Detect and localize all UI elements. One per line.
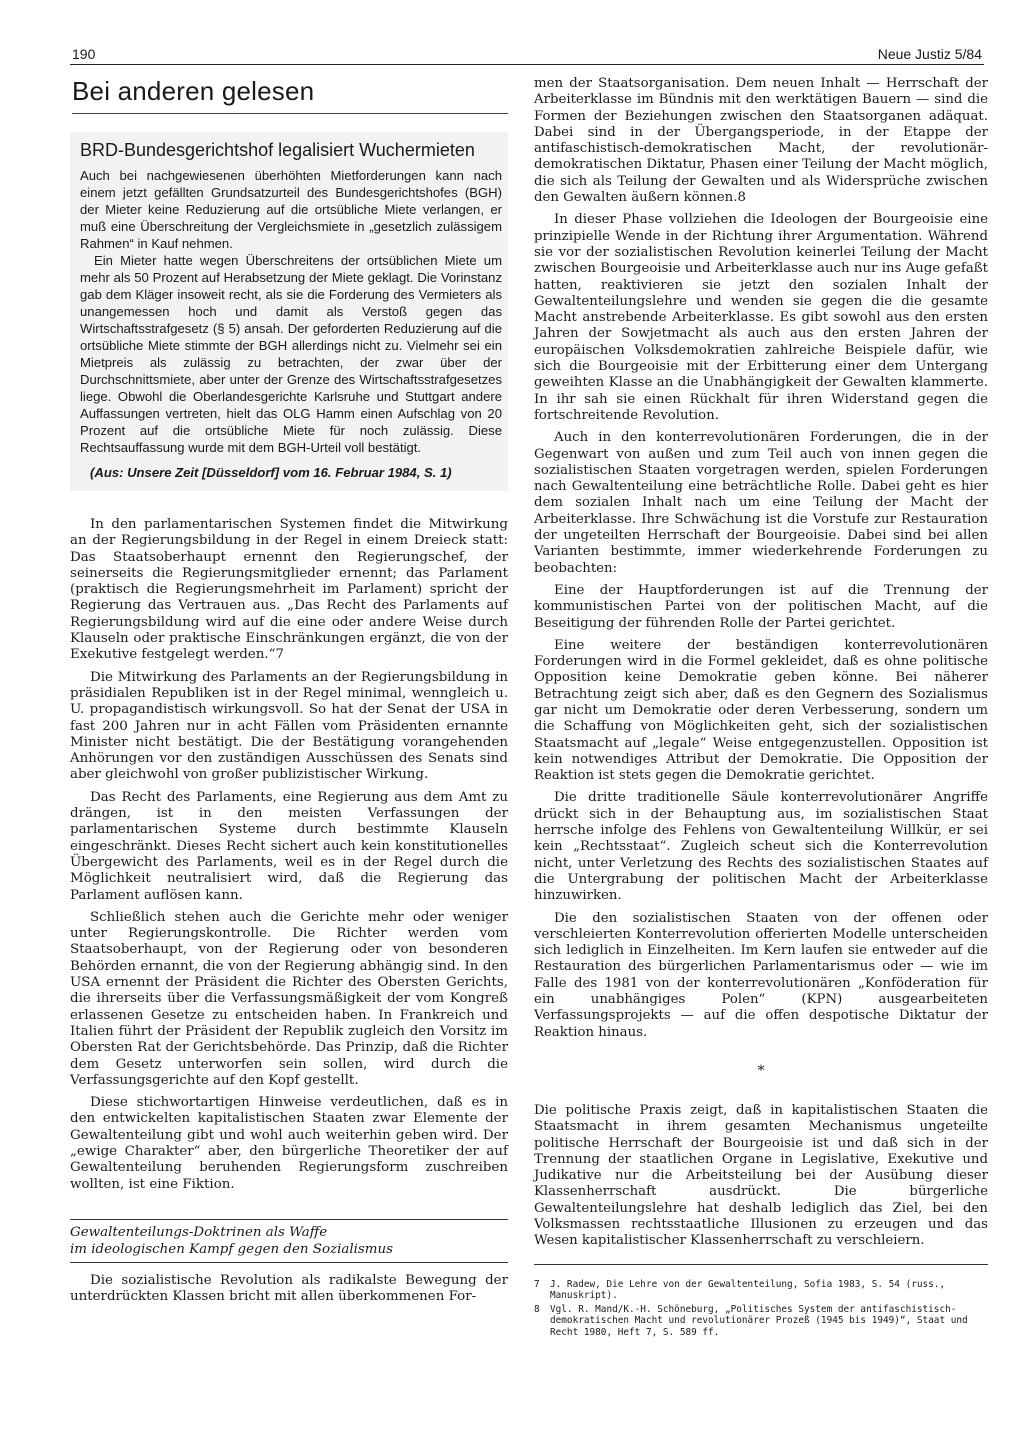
footnote (534, 1304, 988, 1339)
quoted-paragraph: Auch bei nachgewiesenen überhöhten Mietforderungen kann nach einem jetzt gefällten Grundsatzurteil des Bundesgerichtshofes (BGH) der Mieter keine Reduzierung auf die ortsübliche Miete verlangen, er muß eine Überschreitung der Vergleichsmiete in „gesetzlich zulässigem Rahmen“ in Kauf nehmen. (80, 168, 502, 251)
left-body-text (70, 517, 508, 1305)
conclusion-block (534, 1103, 988, 1265)
journal-issue: Neue Justiz 5/84 (877, 46, 982, 62)
body-paragraph: men der Staatsorganisation. Dem neuen Inhalt — Herrschaft der Arbeiterklasse im Bündnis mit den werktätigen Bauern — sind die Formen der Beziehungen zwischen den Staatsorganen adäquat. Dabei sind in der Übergangsperiode, in der Etappe der antifaschistisch-demokratischen Macht, der revolutionär-demokratischen Diktatur, Phasen einer Teilung der Macht möglich, die sich als Teilung der Gewalten und als Widersprüche zwischen den Gewalten äußern können.8 (534, 76, 989, 206)
footnote (534, 1279, 988, 1302)
body-paragraph: Die sozialistische Revolution als radikalste Bewegung der unterdrückten Klassen bricht mit allen überkommenen For- (70, 1272, 508, 1305)
subheading-line: Gewaltenteilungs-Doktrinen als Waffe (70, 1224, 328, 1240)
body-paragraph: Schließlich stehen auch die Gerichte mehr oder weniger unter Regierungskontrolle. Die Richter werden vom Staatsoberhaupt, von der Regierung oder von besonderen Behörden ernannt, die von der Regierung abhängig sind. In den USA ernennt der Präsident die Richter des Obersten Gerichts, die ihrerseits über die Verfassungsmäßigkeit der vom Kongreß erlassenen Gesetze zu entscheiden haben. In Frankreich und Italien führt der Präsident der Republik zugleich den Vorsitz im Obersten Rat der Gerichtsbehörde. Das Prinzip, daß die Richter dem Gesetz unterworfen sein sollen, wird durch die Verfassungsgerichte auf den Kopf gestellt. (70, 909, 508, 1088)
body-paragraph: Diese stichwortartigen Hinweise verdeutlichen, daß es in den entwickelten kapitalistischen Staaten zwar Elemente der Gewaltenteilung gibt und wohl auch weiterhin geben wird. Der „ewige Charakter“ aber, den bürgerliche Theoretiker der auf Gewaltenteilung beruhenden Regierungsform zuschreiben wollten, ist eine Fiktion. (70, 1095, 508, 1192)
body-paragraph: Eine weitere der beständigen konterrevolutionären Forderungen wird in die Formel gekleidet, daß es ohne politische Opposition keine Demokratie geben könne. Bei näherer Betrachtung zeigt sich aber, daß es den Gegnern des Sozialismus gar nicht um Demokratie oder deren Verbesserung, sondern um die Schaffung von Möglichkeiten geht, sich der sozialistischen Staatsmacht auf „legale“ Weise entgegenzustellen. Opposition ist kein notwendiges Attribut der Demokratie. Die Opposition der Reaktion ist stets gegen die Demokratie gerichtet. (534, 637, 988, 784)
right-column (534, 76, 988, 1340)
header-rule (70, 64, 984, 65)
body-paragraph: In den parlamentarischen Systemen findet die Mitwirkung an der Regierungsbildung in der Regel in einem Dreieck statt: Das Staatsoberhaupt ernennt den Regierungschef, der seinerseits die Regierungsmitglieder ernennt; das Parlament (praktisch die Regierungsmehrheit im Parlament) spricht der Regierung das Vertrauen aus. „Das Recht des Parlaments auf Regierungsbildung wird auf die eine oder andere Weise durch Klauseln oder praktische Einschränkungen ergänzt, die von der Exekutive festgelegt werden.“7 (70, 517, 508, 663)
subheading-line: im ideologischen Kampf gegen den Sozialismus (70, 1241, 393, 1257)
body-paragraph: Die Mitwirkung des Parlaments an der Regierungsbildung in präsidialen Republiken ist in der Regel minimal, wenngleich u. U. propagandistisch wirkungsvoll. So hat der Senat der USA in fast 200 Jahren nur in acht Fällen vom Präsidenten ernannte Minister nicht bestätigt. Die der Bestätigung vorangehenden Anhörungen vor den zuständigen Ausschüssen des Senats sind aber gleichwohl von großer publizistischer Wirkung. (70, 669, 508, 783)
conclusion-paragraph: Die politische Praxis zeigt, daß in kapitalistischen Staaten die Staatsmacht in ihrem gesamten Mechanismus ungeteilte politische Herrschaft der Bourgeoisie ist und daß sich in der Trennung der staatlichen Organe in Legislative, Exekutive und Judikative nur die Arbeitsteilung bei der Ausübung dieser Klassenherrschaft ausdrückt. Die bürgerliche Gewaltenteilungslehre hat deshalb lediglich das Ziel, bei den Volksmassen rechtsstaatliche Illusionen zu erzeugen und das Wesen kapitalistischer Klassenherrschaft zu verschleiern. (534, 1102, 988, 1249)
section-title: Bei anderen gelesen (72, 76, 508, 114)
quoted-article-box (70, 132, 508, 491)
quoted-source: (Aus: Unsere Zeit [Düsseldorf] vom 16. Februar 1984, S. 1) (90, 465, 452, 480)
right-body-text (534, 76, 988, 1265)
footnote-text: Vgl. R. Mand/K.-H. Schöneburg, „Politisches System der antifaschistisch-demokratischen Macht und revolutionärer Prozeß (1945 bis 1949)“, Staat und Recht 1980, Heft 7, S. 589 ff. (550, 1303, 968, 1338)
footnote-number: 7 (534, 1278, 540, 1290)
page-number: 190 (72, 46, 96, 62)
quoted-article-title: BRD-Bundesgerichtshof legalisiert Wuchermieten (80, 140, 475, 160)
body-paragraph: Eine der Hauptforderungen ist auf die Trennung der kommunistischen Partei von der politischen Macht, auf die Beseitigung der führenden Rolle der Partei gerichtet. (534, 582, 988, 631)
footnotes (534, 1279, 988, 1339)
footnote-text: J. Radew, Die Lehre von der Gewaltenteilung, Sofia 1983, S. 54 (russ., Manuskript). (550, 1278, 946, 1302)
body-paragraph: Das Recht des Parlaments, eine Regierung aus dem Amt zu drängen, ist in den meisten Verfassungen der parlamentarischen Systeme durch bestimmte Klauseln eingeschränkt. Dieses Recht sichert auch kein konstitutionelles Übergewicht des Parlaments, weil es in der Regel durch die Möglichkeit neutralisiert wird, daß die Regierung das Parlament auflösen kann. (70, 789, 508, 903)
footnote-number: 8 (534, 1303, 540, 1315)
body-paragraph: Auch in den konterrevolutionären Forderungen, die in der Gegenwart von außen und zum Teil auch von innen gegen die sozialistischen Staaten vorgetragen werden, spielen Forderungen nach Gewaltenteilung eine beträchtliche Rolle. Dabei geht es hier dem sozialen Inhalt nach um eine Teilung der Macht der Arbeiterklasse. Ihre Schwächung ist die Vorstufe zur Restauration der ungeteilten Herrschaft der Bourgeoisie. Dabei sind bei allen Varianten bestimmte, immer wiederkehrende Forderungen zu beobachten: (534, 430, 988, 576)
left-column (70, 76, 508, 1311)
body-paragraph: In dieser Phase vollziehen die Ideologen der Bourgeoisie eine prinzipielle Wende in der Richtung ihrer Argumentation. Während sie vor der sozialistischen Revolution keinerlei Teilung der Macht zwischen Bourgeoisie und Arbeiterklasse auch nur ins Auge gefaßt hatten, reaktivieren sie jetzt den sozialen Inhalt der Gewaltenteilungslehre und wenden sie gegen die die gesamte Macht anstrebende Arbeiterklasse. Es gibt sowohl aus den ersten Jahren der Sowjetmacht als auch aus den ersten Jahren der europäischen Volksdemokratien zahlreiche Beispiele dafür, wie sich die Bourgeoisie mit der Erbitterung einer dem Untergang geweihten Klasse an die Unabhängigkeit der Gewalten klammerte. In ihr sah sie einen Rückhalt für ihren Widerstand gegen die fortschreitende Revolution. (534, 212, 988, 423)
body-paragraph: Die dritte traditionelle Säule konterrevolutionärer Angriffe drückt sich in der Behauptung aus, im sozialistischen Staat herrsche infolge des Fehlens von Gewaltenteilung Willkür, er sei kein „Rechtsstaat“. Zugleich scheut sich die Konterrevolution nicht, unter Verletzung des Rechts des sozialistischen Staates auf die Untergrabung der politischen Macht der Arbeiterklasse hinzuwirken. (534, 790, 988, 904)
subheading (70, 1219, 508, 1263)
quoted-paragraph: Ein Mieter hatte wegen Überschreitens der ortsüblichen Miete um mehr als 50 Prozent auf Herabsetzung der Miete geklagt. Die Vorinstanz gab dem Kläger insoweit recht, als sie die Forderung des Vermieters als unangemessen hoch und damit als Verstoß gegen das Wirtschaftsstrafgesetz (§ 5) ansah. Der geforderten Reduzierung auf die ortsübliche Miete stimmte der BGH allerdings nicht zu. Vielmehr sei ein Mietpreis als zulässig zu betrachten, der zwar über der Durchschnittsmiete, aber unter der Grenze des Wirtschaftsstrafgesetzes liege. Obwohl die Oberlandesgerichte Karlsruhe und Stuttgart andere Auffassungen vertreten, hielt das OLG Hamm einen Aufschlag von 20 Prozent auf die ortsübliche Miete für noch zulässig. Diese Rechtsauffassung wurde mit dem BGH-Urteil voll bestätigt. (80, 253, 502, 455)
section-separator: * (757, 1062, 765, 1079)
body-paragraph: Die den sozialistischen Staaten von der offenen oder verschleierten Konterrevolution offerierten Modelle unterscheiden sich lediglich in Einzelheiten. Im Kern laufen sie entweder auf die Restauration des bürgerlichen Parlamentarismus oder — wie im Falle des 1981 von der konterrevolutionären „Konföderation für ein unabhängiges Polen“ (KPN) ausgearbeiteten Verfassungsprojekts — auf die offen despotische Diktatur der Reaktion hinaus. (534, 910, 988, 1040)
